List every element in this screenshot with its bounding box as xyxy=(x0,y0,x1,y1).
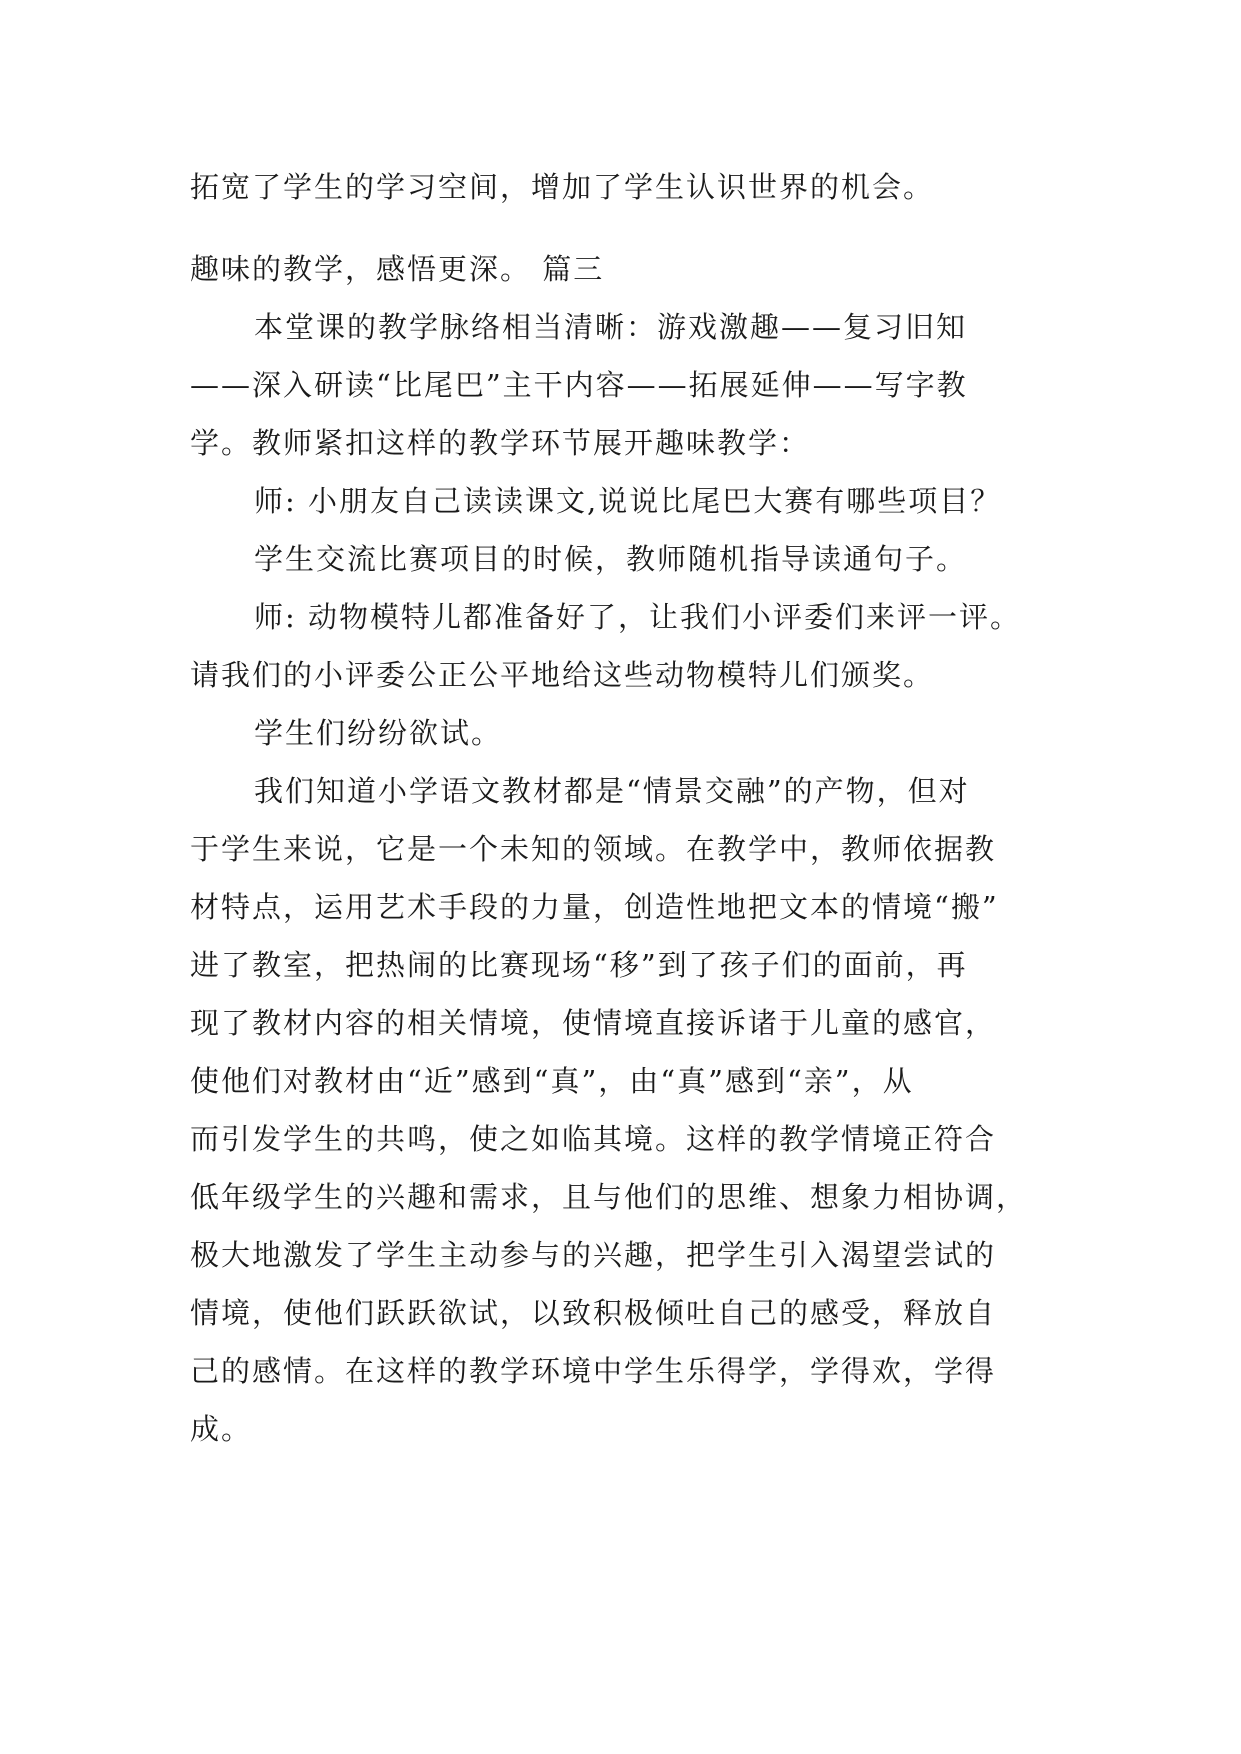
text-line: 材特点，运用艺术手段的力量，创造性地把文本的情境“搬” xyxy=(190,890,999,924)
text-line: 学生交流比赛项目的时候，教师随机指导读通句子。 xyxy=(254,542,968,576)
text-line: 成。 xyxy=(190,1412,253,1446)
paragraph-1 xyxy=(190,298,1060,472)
text-line: 师: 小朋友自己读读课文,说说比尾巴大赛有哪些项目？ xyxy=(254,484,1002,518)
text-line: 拓宽了学生的学习空间，增加了学生认识世界的机会。 xyxy=(190,170,935,204)
text-line: 使他们对教材由“近”感到“真”，由“真”感到“亲”，从 xyxy=(190,1064,914,1098)
heading-line: 趣味的教学，感悟更深。 篇三 xyxy=(190,252,605,286)
text-line: 师: 动物模特儿都准备好了，让我们小评委们来评一评。 xyxy=(254,600,1021,634)
text-line: 本堂课的教学脉络相当清晰：游戏激趣——复习旧知 xyxy=(254,310,968,344)
text-line: 极大地激发了学生主动参与的兴趣，把学生引入渴望尝试的 xyxy=(190,1238,997,1272)
text-line: 而引发学生的共鸣，使之如临其境。这样的教学情境正符合 xyxy=(190,1122,997,1156)
text-line: ——深入研读“比尾巴”主干内容——拓展延伸——写字教 xyxy=(190,368,968,402)
top-continuation xyxy=(190,158,1060,216)
text-line: 现了教材内容的相关情境，使情境直接诉诸于儿童的感官， xyxy=(190,1006,997,1040)
text-line: 学。教师紧扣这样的教学环节展开趣味教学： xyxy=(190,426,811,460)
paragraph-3 xyxy=(190,530,1060,588)
paragraph-6 xyxy=(190,762,1060,1458)
text-line: 进了教室，把热闹的比赛现场“移”到了孩子们的面前，再 xyxy=(190,948,968,982)
text-line: 己的感情。在这样的教学环境中学生乐得学，学得欢，学得 xyxy=(190,1354,997,1388)
paragraph-4 xyxy=(190,588,1060,704)
text-line: 于学生来说，它是一个未知的领域。在教学中，教师依据教 xyxy=(190,832,997,866)
text-line: 学生们纷纷欲试。 xyxy=(254,716,503,750)
text-line: 低年级学生的兴趣和需求，且与他们的思维、想象力相协调， xyxy=(190,1180,1028,1214)
paragraph-2 xyxy=(190,472,1060,530)
paragraph-5 xyxy=(190,704,1060,762)
section-heading xyxy=(190,240,1060,298)
text-line: 请我们的小评委公正公平地给这些动物模特儿们颁奖。 xyxy=(190,658,935,692)
text-line: 情境，使他们跃跃欲试，以致积极倾吐自己的感受，释放自 xyxy=(190,1296,997,1330)
text-line: 我们知道小学语文教材都是“情景交融”的产物，但对 xyxy=(254,774,970,808)
